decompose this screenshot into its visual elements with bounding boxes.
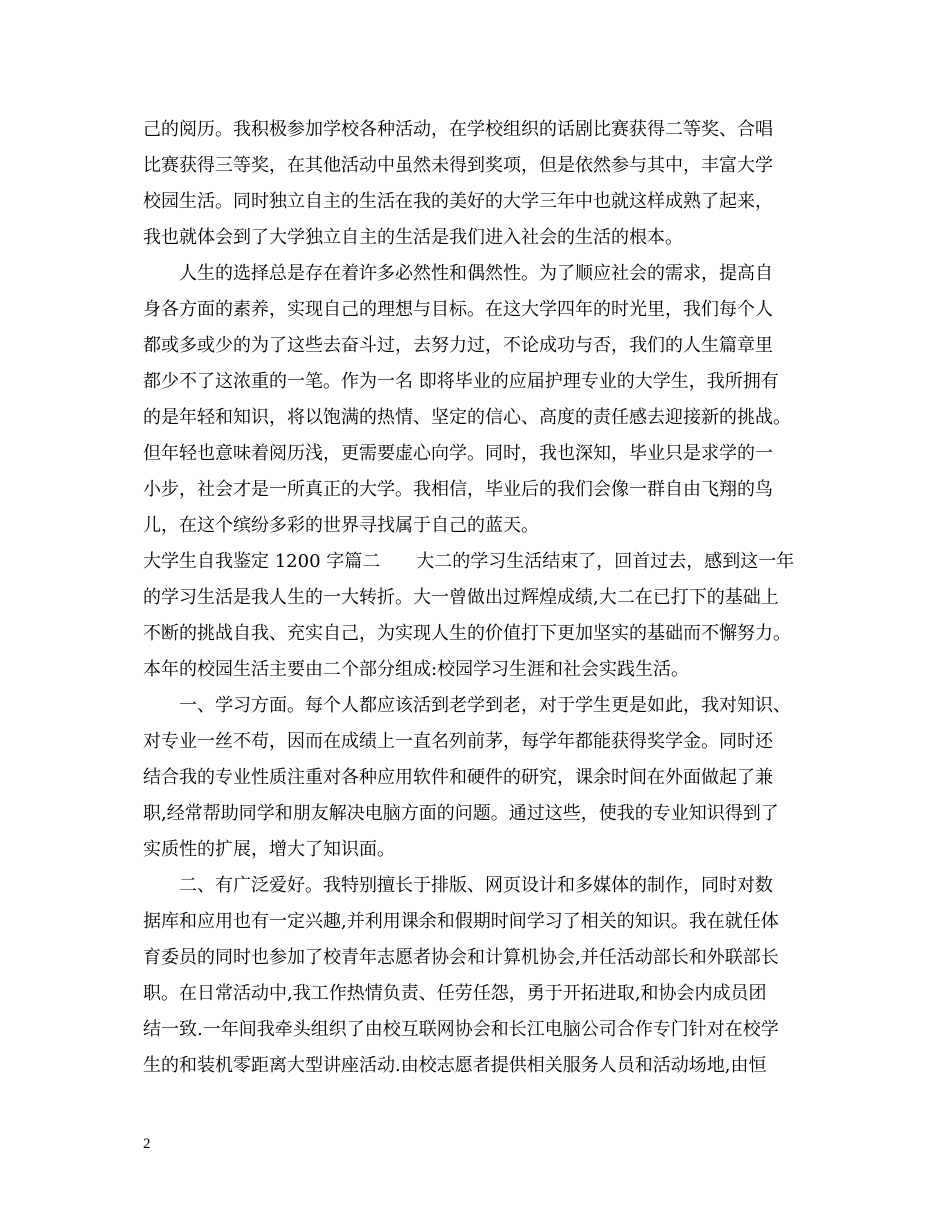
- text-line: 职,经常帮助同学和朋友解决电脑方面的问题。通过这些，使我的专业知识得到了: [143, 803, 779, 824]
- text-line: 对专业一丝不苟，因而在成绩上一直名列前茅，每学年都能获得奖学金。同时还: [143, 731, 773, 752]
- text-line: 的学习生活是我人生的一大转折。大一曾做出过辉煌成绩,大二在已打下的基础上: [143, 587, 779, 608]
- text-line: 不断的挑战自我、充实自己，为实现人生的价值打下更加坚实的基础而不懈努力。: [143, 623, 791, 644]
- text-line: 校园生活。同时独立自主的生活在我的美好的大学三年中也就这样成熟了起来，: [143, 191, 773, 212]
- paragraph-first-line: 二、有广泛爱好。我特别擅长于排版、网页设计和多媒体的制作，同时对数: [179, 875, 773, 896]
- text-line: 儿，在这个缤纷多彩的世界寻找属于自己的蓝天。: [143, 515, 539, 536]
- text-line: 小步，社会才是一所真正的大学。我相信，毕业后的我们会像一群自由飞翔的鸟: [143, 479, 773, 500]
- text-line: 育委员的同时也参加了校青年志愿者协会和计算机协会,并任活动部长和外联部长: [143, 947, 779, 968]
- text-line: 己的阅历。我积极参加学校各种活动，在学校组织的话剧比赛获得二等奖、合唱: [143, 119, 773, 140]
- text-line: 本年的校园生活主要由二个部分组成:校园学习生涯和社会实践生活。: [143, 659, 690, 680]
- text-line: 都或多或少的为了这些去奋斗过，去努力过，不论成功与否，我们的人生篇章里: [143, 335, 773, 356]
- document-body: [143, 112, 823, 1084]
- text-line: 实质性的扩展，增大了知识面。: [143, 839, 395, 860]
- text-line: 结合我的专业性质注重对各种应用软件和硬件的研究，课余时间在外面做起了兼: [143, 767, 773, 788]
- paragraph-first-line: 人生的选择总是存在着许多必然性和偶然性。为了顺应社会的需求，提高自: [179, 263, 773, 284]
- text-line: 但年轻也意味着阅历浅，更需要虚心向学。同时，我也深知，毕业只是求学的一: [143, 443, 773, 464]
- text-line: 都少不了这浓重的一笔。作为一名 即将毕业的应届护理专业的大学生，我所拥有: [143, 371, 779, 392]
- section-heading-line: 大学生自我鉴定 1200 字篇二 大二的学习生活结束了，回首过去，感到这一年: [143, 551, 795, 572]
- text-line: 身各方面的素养，实现自己的理想与目标。在这大学四年的时光里，我们每个人: [143, 299, 773, 320]
- text-line: 比赛获得三等奖，在其他活动中虽然未得到奖项，但是依然参与其中，丰富大学: [143, 155, 773, 176]
- text-line: 据库和应用也有一定兴趣,并利用课余和假期时间学习了相关的知识。我在就任体: [143, 911, 779, 932]
- text-line: 职。在日常活动中,我工作热情负责、任劳任怨，勇于开拓进取,和协会内成员团: [143, 983, 767, 1004]
- paragraph-first-line: 一、学习方面。每个人都应该活到老学到老，对于学生更是如此，我对知识、: [179, 695, 791, 716]
- text-line: 结一致.一年间我牵头组织了由校互联网协会和长江电脑公司合作专门针对在校学: [143, 1019, 779, 1040]
- text-line: 我也就体会到了大学独立自主的生活是我们进入社会的生活的根本。: [143, 227, 683, 248]
- text-line: 的是年轻和知识，将以饱满的热情、坚定的信心、高度的责任感去迎接新的挑战。: [143, 407, 791, 428]
- text-line: 生的和装机零距离大型讲座活动.由校志愿者提供相关服务人员和活动场地,由恒: [143, 1055, 767, 1076]
- page-number: 2: [143, 1136, 151, 1152]
